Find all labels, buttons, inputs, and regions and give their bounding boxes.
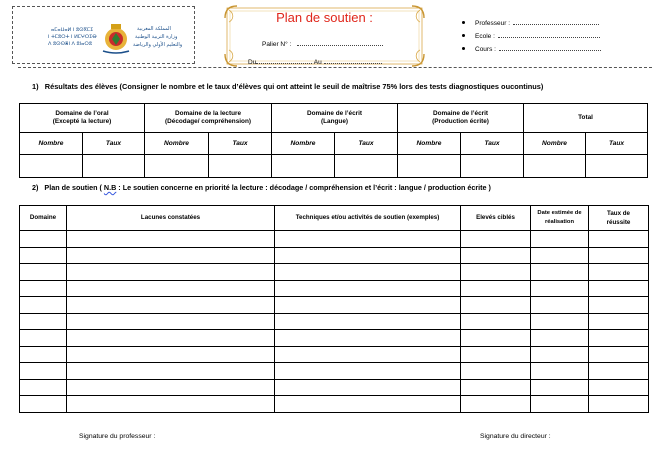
signature-directeur: Signature du directeur : — [480, 433, 551, 440]
sub-header-nombre: Nombre — [272, 133, 335, 155]
plan-cell[interactable] — [275, 280, 461, 297]
section2-nb: N.B — [103, 183, 117, 192]
plan-cell[interactable] — [589, 313, 649, 330]
plan-cell[interactable] — [531, 231, 589, 248]
plan-cell[interactable] — [67, 379, 275, 396]
ecole-field[interactable] — [498, 31, 600, 38]
plan-row — [20, 280, 649, 297]
header-domaine: Domaine — [20, 206, 67, 231]
header-eleves-cibles: Elevés ciblés — [461, 206, 531, 231]
results-cell[interactable] — [398, 155, 461, 178]
plan-cell[interactable] — [461, 363, 531, 380]
results-cell[interactable] — [209, 155, 272, 178]
plan-cell[interactable] — [275, 313, 461, 330]
professeur-label: Professeur : — [475, 20, 511, 27]
plan-row — [20, 313, 649, 330]
sub-header-nombre: Nombre — [398, 133, 461, 155]
du-label: Du — [248, 59, 257, 66]
plan-row — [20, 247, 649, 264]
plan-cell[interactable] — [531, 379, 589, 396]
plan-cell[interactable] — [275, 297, 461, 314]
plan-cell[interactable] — [589, 396, 649, 413]
plan-cell[interactable] — [275, 247, 461, 264]
professeur-row — [462, 18, 601, 31]
plan-cell[interactable] — [20, 363, 67, 380]
sub-header-nombre: Nombre — [145, 133, 209, 155]
plan-cell[interactable] — [461, 396, 531, 413]
plan-cell[interactable] — [275, 346, 461, 363]
ecole-label: Ecole : — [475, 33, 495, 40]
arabic-line-2: وزارة التربية الوطنية — [135, 34, 178, 40]
plan-cell[interactable] — [20, 264, 67, 281]
header-separator — [18, 67, 652, 68]
palier-label: Palier N° : — [262, 41, 292, 48]
section1-heading — [32, 82, 543, 91]
results-cell[interactable] — [272, 155, 335, 178]
plan-cell[interactable] — [531, 313, 589, 330]
results-cell[interactable] — [335, 155, 398, 178]
palier-row — [262, 39, 383, 48]
plan-cell[interactable] — [589, 247, 649, 264]
plan-cell[interactable] — [275, 264, 461, 281]
plan-row — [20, 297, 649, 314]
plan-cell[interactable] — [589, 231, 649, 248]
plan-cell[interactable] — [461, 280, 531, 297]
plan-cell[interactable] — [461, 313, 531, 330]
sub-header-taux: Taux — [335, 133, 398, 155]
plan-cell[interactable] — [589, 379, 649, 396]
section2-heading — [32, 183, 491, 192]
results-table — [19, 103, 648, 178]
sub-header-nombre: Nombre — [20, 133, 83, 155]
plan-cell[interactable] — [531, 247, 589, 264]
du-field[interactable] — [256, 57, 312, 64]
sub-header-taux: Taux — [83, 133, 145, 155]
results-cell[interactable] — [586, 155, 648, 178]
plan-cell[interactable] — [67, 396, 275, 413]
plan-cell[interactable] — [67, 346, 275, 363]
results-header-row — [20, 104, 648, 133]
plan-row — [20, 346, 649, 363]
plan-cell[interactable] — [67, 247, 275, 264]
results-cell[interactable] — [461, 155, 524, 178]
au-label: Au — [313, 59, 322, 66]
header-date-estimee: Date estimée de réalisation — [531, 206, 589, 231]
section1-number: 1) — [32, 82, 39, 91]
plan-cell[interactable] — [20, 330, 67, 347]
date-range-row — [248, 57, 382, 66]
plan-cell[interactable] — [461, 379, 531, 396]
professeur-field[interactable] — [513, 18, 599, 25]
cours-field[interactable] — [499, 44, 601, 51]
ministry-logo-box — [12, 6, 195, 64]
teacher-info-list — [462, 18, 601, 57]
plan-cell[interactable] — [20, 379, 67, 396]
section2-number: 2) — [32, 183, 39, 192]
header-techniques: Techniques et/ou activités de soutien (exemples) — [275, 206, 461, 231]
header-lacunes: Lacunes constatées — [67, 206, 275, 231]
plan-cell[interactable] — [20, 297, 67, 314]
plan-cell[interactable] — [275, 231, 461, 248]
plan-cell[interactable] — [531, 264, 589, 281]
plan-cell[interactable] — [461, 247, 531, 264]
plan-cell[interactable] — [67, 231, 275, 248]
plan-cell[interactable] — [20, 346, 67, 363]
palier-field[interactable] — [297, 39, 383, 46]
plan-cell[interactable] — [589, 297, 649, 314]
plan-row — [20, 363, 649, 380]
sub-header-taux: Taux — [209, 133, 272, 155]
plan-cell[interactable] — [20, 280, 67, 297]
plan-row — [20, 264, 649, 281]
plan-cell[interactable] — [589, 363, 649, 380]
plan-cell[interactable] — [589, 330, 649, 347]
plan-cell[interactable] — [461, 264, 531, 281]
plan-row — [20, 396, 649, 413]
plan-cell[interactable] — [20, 231, 67, 248]
plan-cell[interactable] — [531, 396, 589, 413]
plan-cell[interactable] — [275, 330, 461, 347]
plan-cell[interactable] — [531, 330, 589, 347]
sub-header-nombre: Nombre — [524, 133, 586, 155]
domain-header-ecrit-langue: Domaine de l’écrit (Langue) — [272, 104, 398, 133]
results-cell[interactable] — [83, 155, 145, 178]
plan-cell[interactable] — [275, 396, 461, 413]
plan-cell[interactable] — [67, 330, 275, 347]
results-subheader-row — [20, 133, 648, 155]
plan-cell[interactable] — [275, 363, 461, 380]
plan-cell[interactable] — [67, 280, 275, 297]
domain-header-total: Total — [524, 104, 648, 133]
plan-cell[interactable] — [531, 280, 589, 297]
results-cell[interactable] — [20, 155, 83, 178]
plan-cell[interactable] — [589, 346, 649, 363]
plan-cell[interactable] — [20, 247, 67, 264]
domain-header-ecrit-production: Domaine de l’écrit (Production écrite) — [398, 104, 524, 133]
plan-cell[interactable] — [67, 264, 275, 281]
arabic-line-3: والتعليم الأولي والرياضة — [133, 42, 183, 48]
plan-cell[interactable] — [589, 280, 649, 297]
plan-cell[interactable] — [531, 363, 589, 380]
arabic-line-1: المملكة المغربية — [137, 26, 171, 32]
results-cell[interactable] — [145, 155, 209, 178]
plan-cell[interactable] — [461, 297, 531, 314]
signature-professeur: Signature du professeur : — [79, 433, 156, 440]
plan-cell[interactable] — [275, 379, 461, 396]
plan-row — [20, 231, 649, 248]
moroccan-emblem-icon — [99, 21, 133, 55]
section2-text-before: Plan de soutien ( — [44, 183, 104, 192]
au-field[interactable] — [324, 57, 382, 64]
plan-cell[interactable] — [20, 396, 67, 413]
cours-label: Cours : — [475, 46, 496, 53]
cours-row — [462, 44, 601, 57]
plan-cell[interactable] — [67, 313, 275, 330]
sub-header-taux: Taux — [461, 133, 524, 155]
plan-cell[interactable] — [531, 297, 589, 314]
amazigh-line-2: ⵏ ⵜⵎⵓⵔⵜ ⵏ ⵍⵎⵖⵔⵉⴱ — [48, 34, 97, 40]
plan-row — [20, 379, 649, 396]
plan-cell[interactable] — [67, 363, 275, 380]
plan-cell[interactable] — [67, 297, 275, 314]
page-title: Plan de soutien : — [276, 10, 373, 25]
section2-text-after: : Le soutien concerne en priorité la lecture : décodage / compréhension et l’écrit : langue / production écrite ) — [116, 183, 491, 192]
plan-cell[interactable] — [461, 231, 531, 248]
sub-header-taux: Taux — [586, 133, 648, 155]
amazigh-line-3: ⴷ ⵓⵙⵙⴻⵏ ⴷ ⵓⵏⴰⵔⵓ — [48, 41, 93, 47]
header-taux-reussite: Taux de réussite — [589, 206, 649, 231]
domain-header-lecture: Domaine de la lecture (Décodage/ compréhension) — [145, 104, 272, 133]
domain-header-oral: Domaine de l’oral (Excepté la lecture) — [20, 104, 145, 133]
results-cell[interactable] — [524, 155, 586, 178]
plan-cell[interactable] — [20, 313, 67, 330]
results-data-row — [20, 155, 648, 178]
support-plan-table — [19, 205, 649, 413]
amazigh-line-1: ⴰⵎⴰⵡⴰⵍ ⵏ ⵓⵙⴳⵎⵉ — [51, 27, 94, 33]
plan-cell[interactable] — [589, 264, 649, 281]
plan-cell[interactable] — [461, 330, 531, 347]
ecole-row — [462, 31, 601, 44]
plan-row — [20, 330, 649, 347]
plan-cell[interactable] — [461, 346, 531, 363]
section1-text: Résultats des élèves (Consigner le nombre et le taux d’élèves qui ont atteint le seuil de maîtrise 75% lors des tests diagnostiques oucontinus) — [44, 82, 544, 91]
plan-cell[interactable] — [531, 346, 589, 363]
plan-header-row — [20, 206, 649, 231]
